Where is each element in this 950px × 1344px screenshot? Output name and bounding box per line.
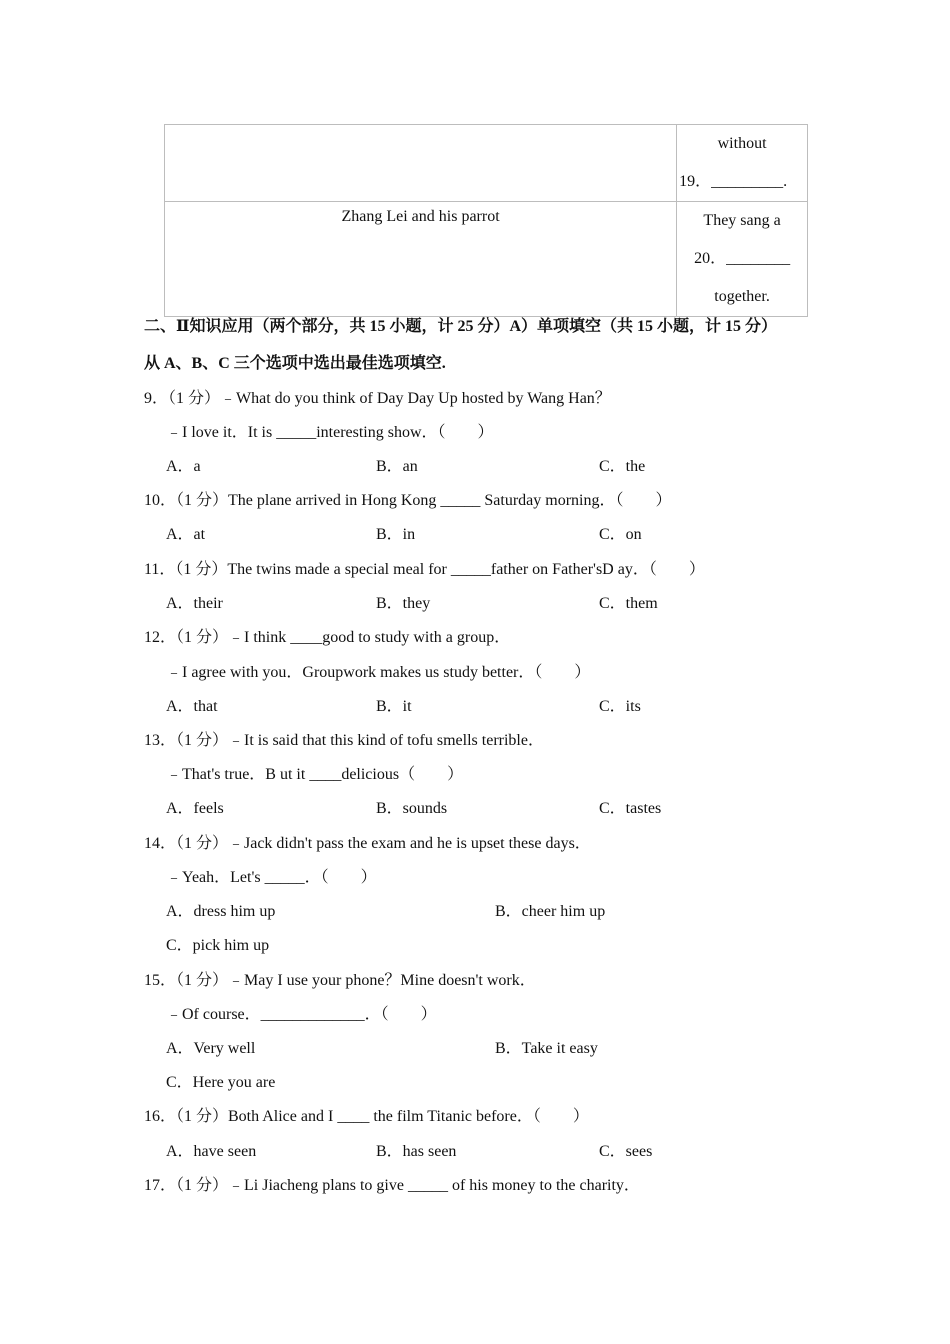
question-13-option-b[interactable]: B．sounds <box>376 800 448 817</box>
table-cell-right <box>677 202 808 317</box>
question-14-option-b[interactable]: B．cheer him up <box>495 903 606 920</box>
question-15-option-b[interactable]: B．Take it easy <box>495 1040 598 1057</box>
question-10-option-a[interactable]: A．at <box>166 526 206 543</box>
story-table <box>164 124 808 317</box>
cell-text: They sang a <box>703 212 781 229</box>
question-10-stem: 10．（1 分）The plane arrived in Hong Kong _____ Saturday morning．（ ） <box>144 492 672 509</box>
question-11-option-b[interactable]: B．they <box>376 595 431 612</box>
question-10-option-b[interactable]: B．in <box>376 526 416 543</box>
question-9-reply: ﹣I love it．It is _____interesting show．（ ） <box>166 424 494 441</box>
question-12-option-b[interactable]: B．it <box>376 698 412 715</box>
question-9-stem: 9．（1 分）﹣What do you think of Day Day Up hosted by Wang Han？ <box>144 390 611 407</box>
question-15-option-a[interactable]: A．Very well <box>166 1040 256 1057</box>
table-cell-left <box>165 202 677 317</box>
blank-20: 20．________ <box>694 250 791 267</box>
question-9-option-a[interactable]: A．a <box>166 458 201 475</box>
blank-19: 19．_________. <box>679 173 788 190</box>
question-14-stem: 14．（1 分）﹣Jack didn't pass the exam and he is upset these days． <box>144 835 591 852</box>
question-12-stem: 12．（1 分）﹣I think ____good to study with a group． <box>144 629 511 646</box>
question-13-option-a[interactable]: A．feels <box>166 800 224 817</box>
table-cell-right <box>677 125 808 202</box>
question-11-stem: 11．（1 分）The twins made a special meal for _____father on Father'sD ay．（ ） <box>144 561 705 578</box>
question-13-stem: 13．（1 分）﹣It is said that this kind of tofu smells terrible． <box>144 732 544 749</box>
question-16-option-b[interactable]: B．has seen <box>376 1143 457 1160</box>
question-17-stem: 17．（1 分）﹣Li Jiacheng plans to give _____ of his money to the charity． <box>144 1177 640 1194</box>
question-16-option-a[interactable]: A．have seen <box>166 1143 257 1160</box>
question-14-option-a[interactable]: A．dress him up <box>166 903 276 920</box>
question-16-option-c[interactable]: C．sees <box>599 1143 653 1160</box>
question-15-reply: ﹣Of course．_____________．（ ） <box>166 1006 437 1023</box>
question-11-option-c[interactable]: C．them <box>599 595 658 612</box>
question-12-reply: ﹣I agree with you．Groupwork makes us study better．（ ） <box>166 664 591 681</box>
question-13-option-c[interactable]: C．tastes <box>599 800 662 817</box>
question-16-stem: 16．（1 分）Both Alice and I ____ the film Titanic before．（ ） <box>144 1108 589 1125</box>
question-14-option-c[interactable]: C．pick him up <box>166 937 270 954</box>
table-row <box>165 125 808 202</box>
question-9-option-b[interactable]: B．an <box>376 458 418 475</box>
question-13-reply: ﹣That's true．B ut it ____delicious（ ） <box>166 766 464 783</box>
cell-text: Zhang Lei and his parrot <box>341 208 500 225</box>
question-15-stem: 15．（1 分）﹣May I use your phone？Mine doesn't work． <box>144 972 536 989</box>
question-15-option-c[interactable]: C．Here you are <box>166 1074 276 1091</box>
question-11-option-a[interactable]: A．their <box>166 595 223 612</box>
section-instruction: 从 A、B、C 三个选项中选出最佳选项填空. <box>144 355 446 372</box>
table-cell-left <box>165 125 677 202</box>
question-9-option-c[interactable]: C．the <box>599 458 646 475</box>
question-12-option-a[interactable]: A．that <box>166 698 218 715</box>
cell-text: without <box>717 135 767 152</box>
table-row <box>165 202 808 317</box>
cell-text: together. <box>714 288 770 305</box>
question-12-option-c[interactable]: C．its <box>599 698 641 715</box>
question-14-reply: ﹣Yeah．Let's _____．（ ） <box>166 869 377 886</box>
question-10-option-c[interactable]: C．on <box>599 526 642 543</box>
section-heading: 二、Ⅱ知识应用（两个部分，共 15 小题，计 25 分）A）单项填空（共 15 小题，计 15 分） <box>144 318 778 335</box>
